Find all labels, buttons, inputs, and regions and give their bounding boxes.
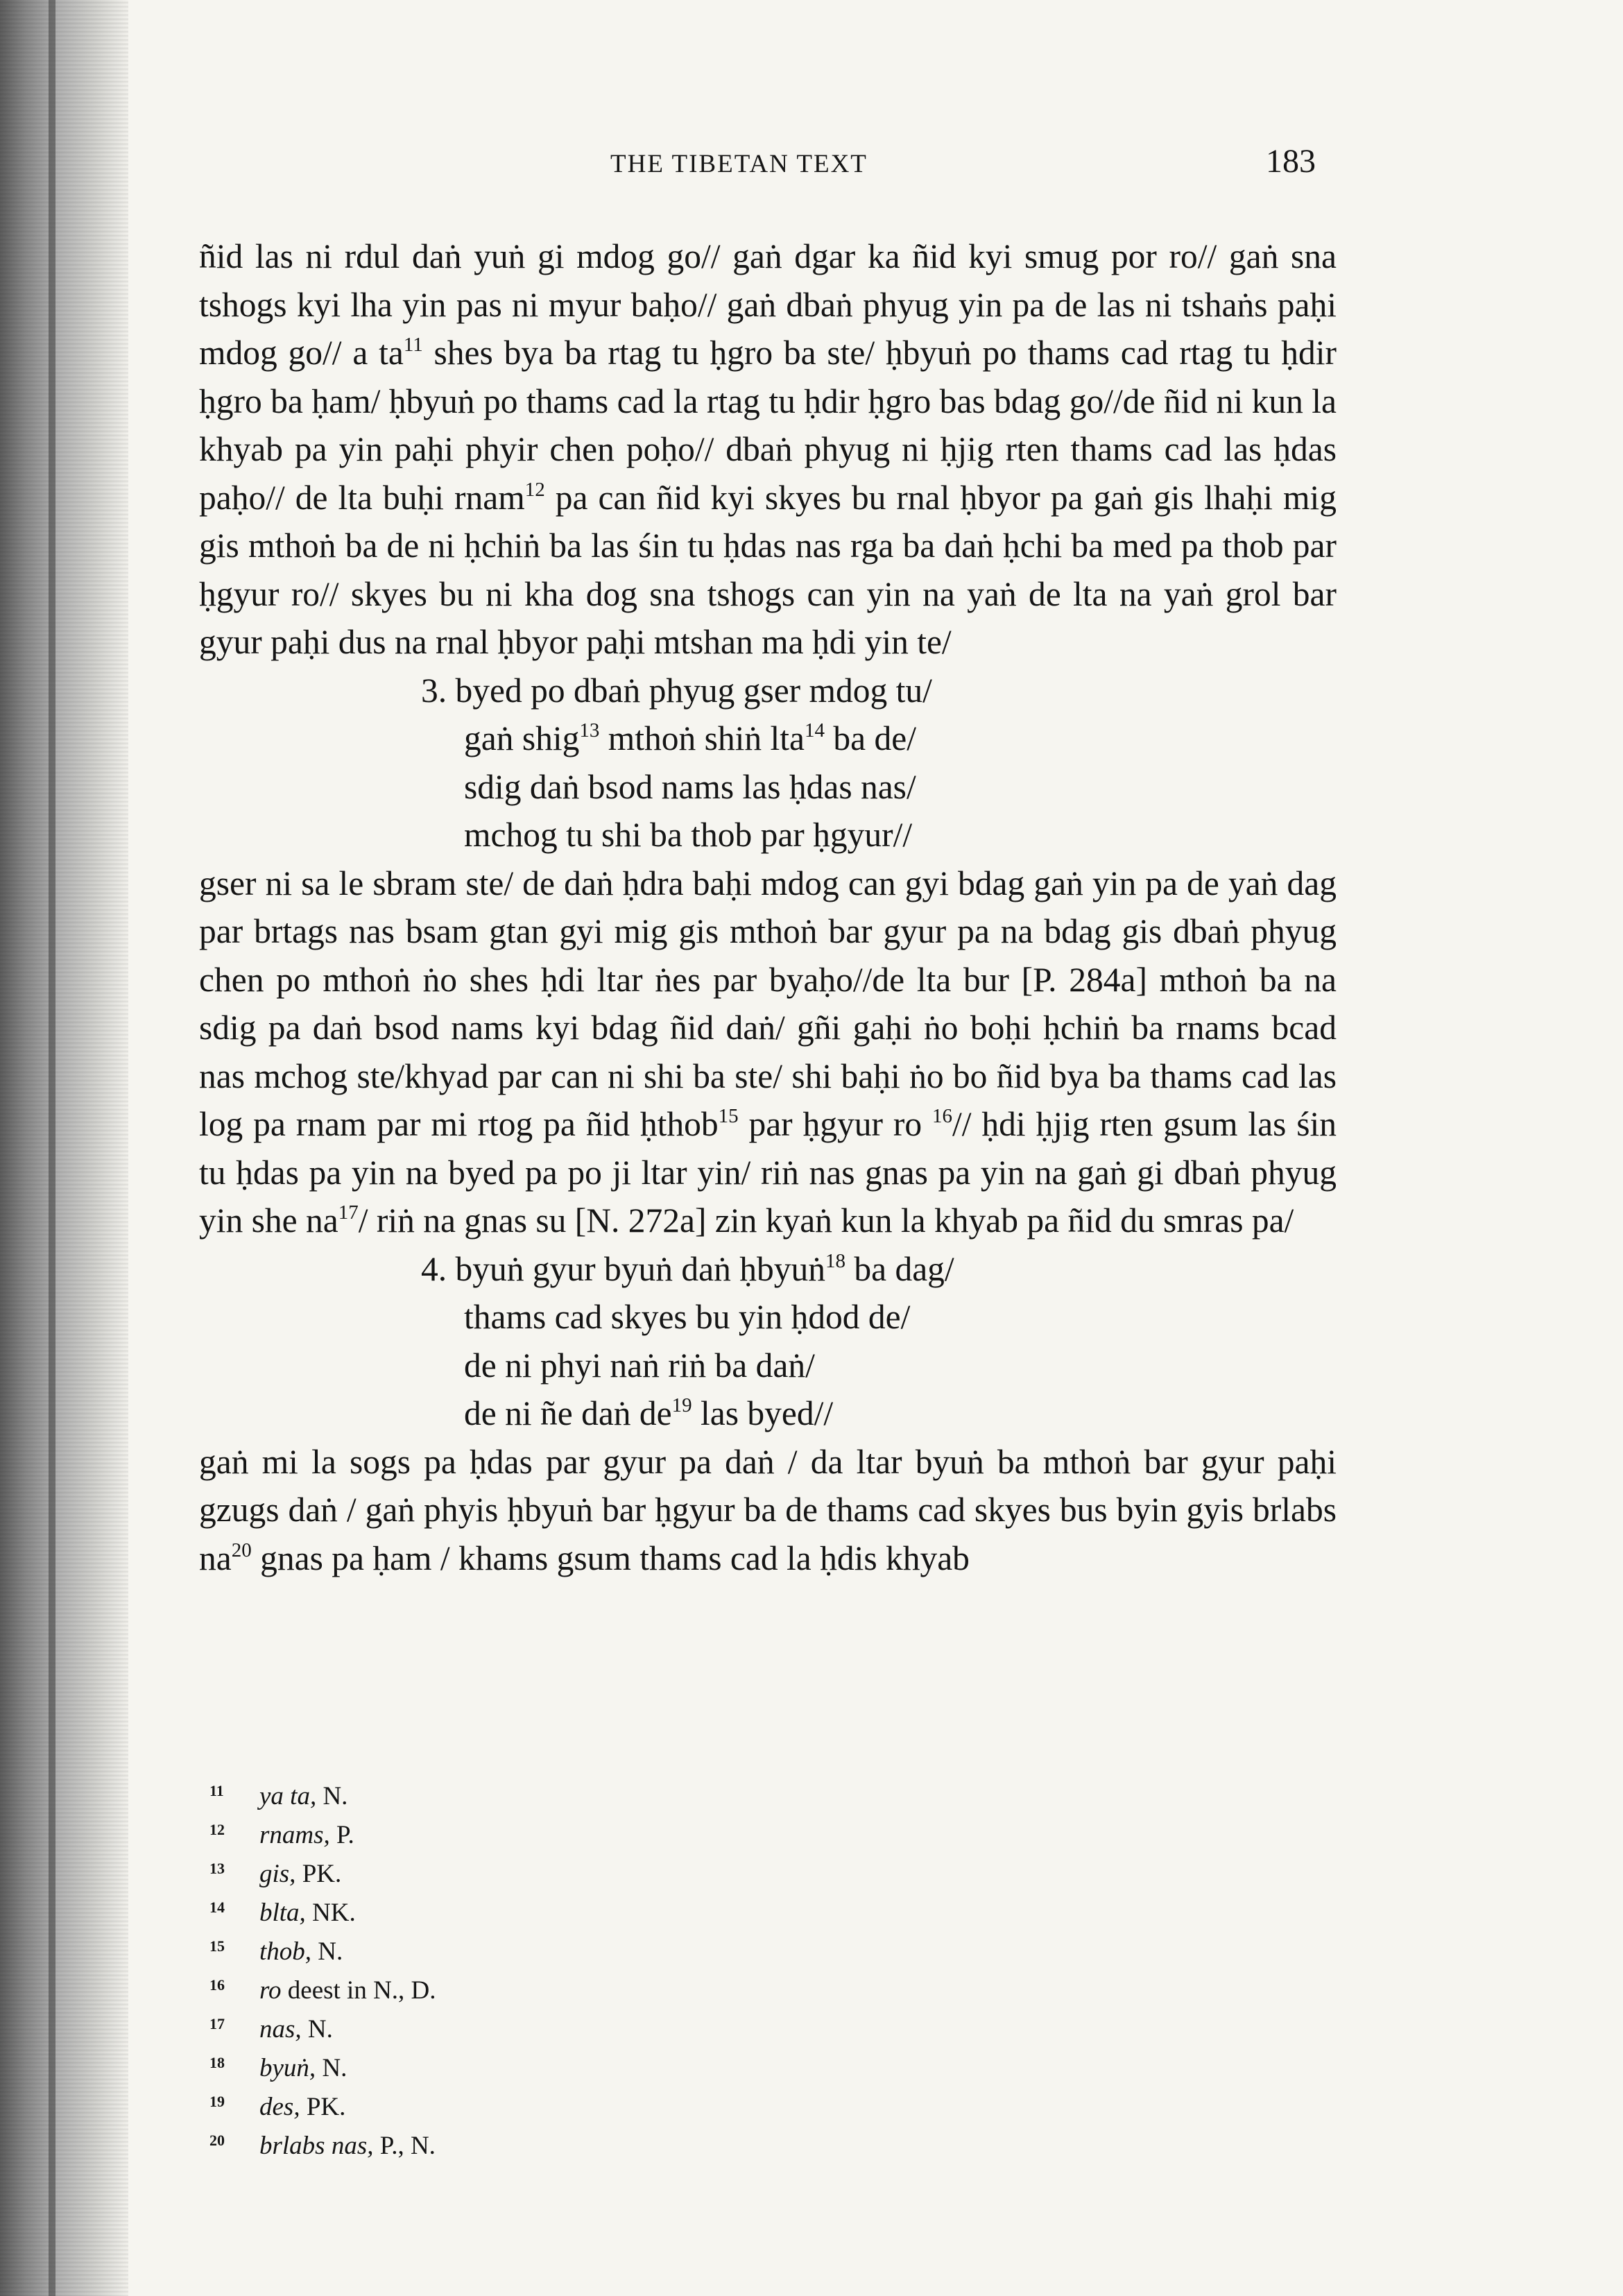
verse-4-line-1: 4. byuṅ gyur byuṅ daṅ ḥbyuṅ$^{18}$ ba dag/ bbox=[421, 1249, 954, 1288]
footnote-17: 17 nas, N. bbox=[209, 2015, 333, 2044]
footnote-ref-19[interactable]: 19 bbox=[671, 1394, 692, 1416]
verse-3 bbox=[199, 667, 1337, 859]
running-head: THE TIBETAN TEXT bbox=[610, 150, 868, 178]
footnote-15: 15 thob, N. bbox=[209, 1937, 343, 1966]
footnote-19: 19 des, PK. bbox=[209, 2093, 346, 2121]
footnote-ref-16[interactable]: 16 bbox=[932, 1105, 953, 1127]
footnote-20: 20 brlabs nas, P., N. bbox=[209, 2132, 436, 2160]
footnote-18: 18 byuṅ, N. bbox=[209, 2054, 347, 2082]
verse-4-line-4: de ni ñe daṅ de$^{19}$ las byed// bbox=[464, 1394, 834, 1432]
verse-3-line-3: sdig daṅ bsod nams las ḥdas nas/ bbox=[464, 767, 916, 806]
footnote-11: 11 ya ta, N. bbox=[209, 1782, 348, 1810]
page-number: 183 bbox=[1266, 143, 1316, 180]
footnote-ref-18[interactable]: 18 bbox=[825, 1249, 845, 1272]
footnote-ref-20[interactable]: 20 bbox=[231, 1539, 252, 1561]
paragraph-3: gaṅ mi la sogs pa ḥdas par gyur pa daṅ / da ltar byuṅ ba mthoṅ bar gyur paḥi gzugs daṅ / gaṅ phyis ḥbyuṅ bar ḥgyur ba de thams cad skyes bus byin gyis brlabs na$^{20}$ gnas pa ḥam / khams gsum thams cad la ḥdis khyab bbox=[199, 1442, 1337, 1577]
main-text bbox=[199, 232, 1337, 1582]
paragraph-2: gser ni sa le sbram ste/ de daṅ ḥdra baḥi mdog can gyi bdag gaṅ yin pa de yaṅ dag par brtags nas bsam gtan gyi mig gis mthoṅ bar gyur pa na bdag gis dbaṅ phyug chen po mthoṅ ṅo shes ḥdi ltar ṅes par byaḥo//de lta bur [P. 284a] mthoṅ ba na sdig pa daṅ bsod nams kyi bdag ñid daṅ/ gñi gaḥi ṅo boḥi ḥchiṅ ba rnams bcad nas mchog ste/khyad par can ni shi ba ste/ shi baḥi ṅo bo ñid bya ba thams cad las log pa rnam par mi rtog pa ñid ḥthob$^{15}$ par ḥgyur ro $^{16}$// ḥdi ḥjig rten gsum las śin tu ḥdas pa yin na byed pa po ji ltar yin/ riṅ nas gnas pa yin na gaṅ gi dbaṅ phyug yin she na$^{17}$/ riṅ na gnas su [N. 272a] zin kyaṅ kun la khyab pa ñid du smras pa/ bbox=[199, 864, 1337, 1240]
verse-3-line-1: 3. byed po dbaṅ phyug gser mdog tu/ bbox=[421, 671, 932, 710]
footnote-16: 16 ro deest in N., D. bbox=[209, 1976, 436, 2005]
footnote-14: 14 blta, NK. bbox=[209, 1899, 356, 1927]
verse-4 bbox=[199, 1245, 1337, 1438]
footnote-12: 12 rnams, P. bbox=[209, 1821, 354, 1849]
book-spine-shadow bbox=[0, 0, 128, 2296]
footnote-ref-13[interactable]: 13 bbox=[579, 719, 600, 742]
footnotes bbox=[209, 1774, 436, 2163]
binding-edge bbox=[49, 0, 55, 2296]
verse-3-line-2: gaṅ shig$^{13}$ mthoṅ shiṅ lta$^{14}$ ba de/ bbox=[464, 719, 916, 757]
verse-4-line-2: thams cad skyes bu yin ḥdod de/ bbox=[464, 1298, 911, 1336]
footnote-ref-12[interactable]: 12 bbox=[524, 478, 545, 501]
verse-3-line-4: mchog tu shi ba thob par ḥgyur// bbox=[464, 816, 913, 854]
footnote-ref-14[interactable]: 14 bbox=[805, 719, 825, 742]
paragraph-1: ñid las ni rdul daṅ yuṅ gi mdog go// gaṅ dgar ka ñid kyi smug por ro// gaṅ sna tshogs kyi lha yin pas ni myur baḥo// gaṅ dbaṅ phyug yin pa de las ni tshaṅs paḥi mdog go// a ta$^{11}$ shes bya ba rtag tu ḥgro ba ste/ ḥbyuṅ po thams cad rtag tu ḥdir ḥgro ba ḥam/ ḥbyuṅ po thams cad la rtag tu ḥdir ḥgro bas bdag go//de ñid ni kun la khyab pa yin paḥi phyir chen poḥo// dbaṅ phyug ni ḥjig rten thams cad las ḥdas paḥo// de lta buḥi rnam$^{12}$ pa can ñid kyi skyes bu rnal ḥbyor pa gaṅ gis lhaḥi mig gis mthoṅ ba de ni ḥchiṅ ba las śin tu ḥdas nas rga ba daṅ ḥchi ba med pa thob par ḥgyur ro// skyes bu ni kha dog sna tshogs can yin na yaṅ de lta na yaṅ grol bar gyur paḥi dus na rnal ḥbyor paḥi mtshan ma ḥdi yin te/ bbox=[199, 237, 1337, 661]
footnote-ref-11[interactable]: 11 bbox=[403, 334, 423, 356]
footnote-ref-17[interactable]: 17 bbox=[338, 1201, 359, 1224]
footnote-13: 13 gis, PK. bbox=[209, 1860, 342, 1888]
verse-4-line-3: de ni phyi naṅ riṅ ba daṅ/ bbox=[464, 1346, 815, 1385]
footnote-ref-15[interactable]: 15 bbox=[718, 1105, 739, 1127]
